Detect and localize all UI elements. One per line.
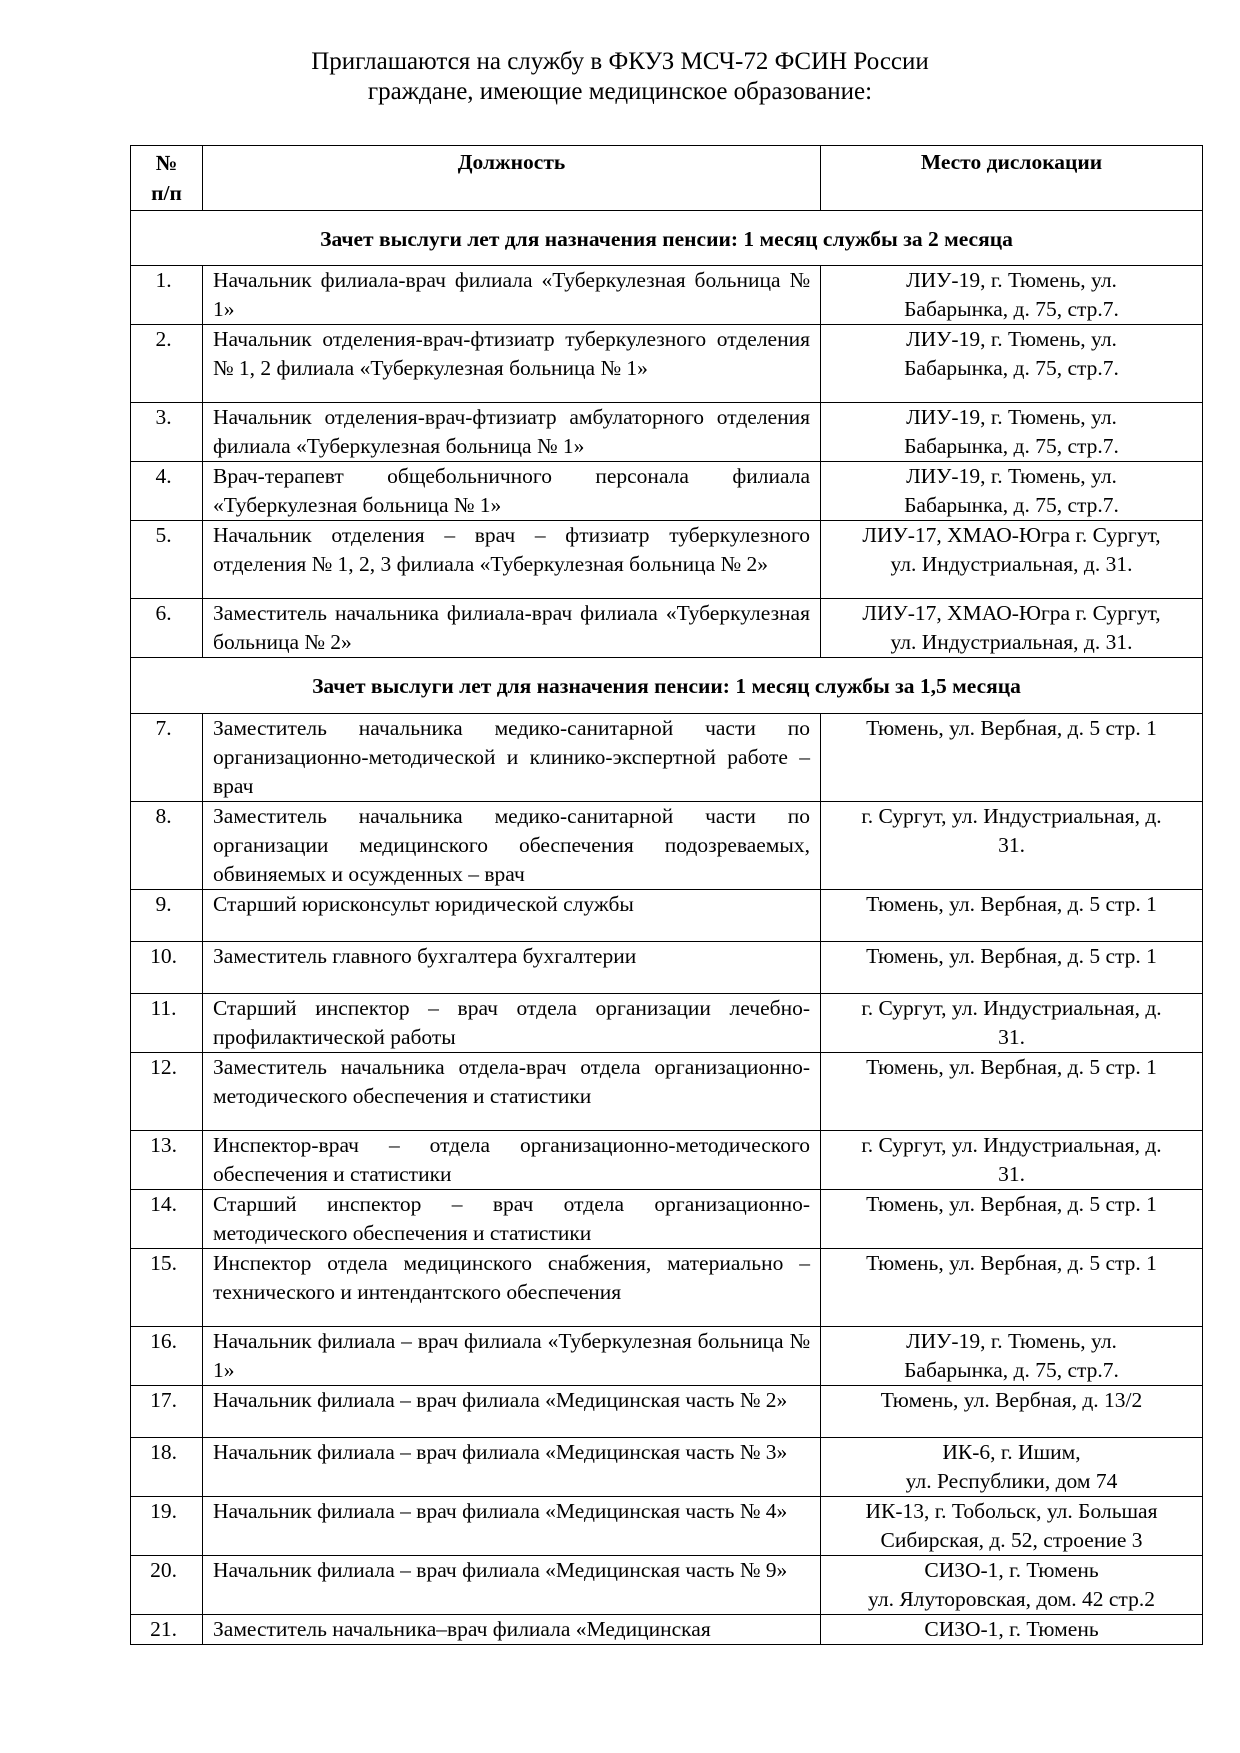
row-number: 2.	[131, 325, 203, 403]
table-row	[131, 1497, 1203, 1556]
row-position: Начальник филиала-врач филиала «Туберкулезная больница № 1»	[203, 266, 821, 325]
table-row	[131, 1556, 1203, 1615]
table-row	[131, 1438, 1203, 1497]
row-number: 19.	[131, 1497, 203, 1556]
location-line-2: ул. Республики, дом 74	[905, 1469, 1118, 1493]
title-line-2: граждане, имеющие медицинское образование:	[367, 78, 873, 105]
row-position: Заместитель начальника отдела-врач отдела организационно-методического обеспечения и статистики	[203, 1053, 821, 1131]
row-position: Начальник отделения – врач – фтизиатр туберкулезного отделения № 1, 2, 3 филиала «Туберкулезная больница № 2»	[203, 521, 821, 599]
location-line-2: 31.	[998, 1162, 1025, 1186]
table-row	[131, 462, 1203, 521]
location-line-2: Бабарынка, д. 75, стр.7.	[904, 493, 1119, 517]
location-line-1: ЛИУ-19, г. Тюмень, ул.	[906, 1329, 1117, 1353]
row-position: Начальник отделения-врач-фтизиатр туберкулезного отделения № 1, 2 филиала «Туберкулезная больница № 1»	[203, 325, 821, 403]
table-row	[131, 1249, 1203, 1327]
row-number: 21.	[131, 1615, 203, 1645]
section-row	[131, 211, 1203, 266]
row-number: 1.	[131, 266, 203, 325]
location-line-1: ЛИУ-17, ХМАО-Югра г. Сургут,	[862, 601, 1161, 625]
table-row	[131, 802, 1203, 890]
column-header-number-line2: п/п	[151, 181, 182, 205]
row-location	[821, 994, 1203, 1053]
location-line-1: Тюмень, ул. Вербная, д. 5 стр. 1	[866, 1251, 1157, 1275]
row-position: Начальник филиала – врач филиала «Медицинская часть № 4»	[203, 1497, 821, 1556]
row-number: 5.	[131, 521, 203, 599]
row-location	[821, 403, 1203, 462]
location-line-1: ЛИУ-19, г. Тюмень, ул.	[906, 405, 1117, 429]
row-location	[821, 521, 1203, 599]
location-line-2: Бабарынка, д. 75, стр.7.	[904, 297, 1119, 321]
row-number: 7.	[131, 714, 203, 802]
row-location	[821, 1497, 1203, 1556]
location-line-1: СИЗО-1, г. Тюмень	[924, 1558, 1099, 1582]
column-header-position: Должность	[203, 146, 821, 211]
location-line-2: Бабарынка, д. 75, стр.7.	[904, 1358, 1119, 1382]
row-location	[821, 1053, 1203, 1131]
row-location	[821, 1615, 1203, 1645]
location-line-1: Тюмень, ул. Вербная, д. 5 стр. 1	[866, 1192, 1157, 1216]
column-header-number-line1: №	[155, 151, 178, 175]
row-position: Начальник отделения-врач-фтизиатр амбулаторного отделения филиала «Туберкулезная больница № 1»	[203, 403, 821, 462]
section-row	[131, 658, 1203, 714]
row-position: Начальник филиала – врач филиала «Медицинская часть № 2»	[203, 1386, 821, 1438]
row-position: Начальник филиала – врач филиала «Туберкулезная больница № 1»	[203, 1327, 821, 1386]
row-position: Заместитель начальника филиала-врач филиала «Туберкулезная больница № 2»	[203, 599, 821, 658]
table-row	[131, 994, 1203, 1053]
location-line-1: Тюмень, ул. Вербная, д. 5 стр. 1	[866, 1055, 1157, 1079]
column-header-number	[131, 146, 203, 211]
row-position: Заместитель начальника медико-санитарной части по организации медицинского обеспечения подозреваемых, обвиняемых и осужденных – врач	[203, 802, 821, 890]
row-location	[821, 890, 1203, 942]
row-number: 4.	[131, 462, 203, 521]
row-position: Начальник филиала – врач филиала «Медицинская часть № 3»	[203, 1438, 821, 1497]
row-number: 17.	[131, 1386, 203, 1438]
location-line-1: Тюмень, ул. Вербная, д. 5 стр. 1	[866, 892, 1157, 916]
table-row	[131, 1190, 1203, 1249]
table-row	[131, 266, 1203, 325]
location-line-1: Тюмень, ул. Вербная, д. 5 стр. 1	[866, 944, 1157, 968]
table-row	[131, 1053, 1203, 1131]
table-row	[131, 890, 1203, 942]
row-number: 20.	[131, 1556, 203, 1615]
row-position: Старший инспектор – врач отдела организации лечебно-профилактической работы	[203, 994, 821, 1053]
table-row	[131, 1615, 1203, 1645]
row-number: 11.	[131, 994, 203, 1053]
page-title	[0, 47, 1240, 107]
location-line-2: 31.	[998, 1025, 1025, 1049]
row-position: Старший юрисконсульт юридической службы	[203, 890, 821, 942]
row-location	[821, 1386, 1203, 1438]
section-title: Зачет выслуги лет для назначения пенсии: 1 месяц службы за 1,5 месяца	[131, 658, 1203, 714]
row-number: 15.	[131, 1249, 203, 1327]
location-line-2: ул. Индустриальная, д. 31.	[890, 630, 1133, 654]
location-line-1: г. Сургут, ул. Индустриальная, д.	[861, 1133, 1162, 1157]
row-number: 13.	[131, 1131, 203, 1190]
section-title: Зачет выслуги лет для назначения пенсии: 1 месяц службы за 2 месяца	[131, 211, 1203, 266]
location-line-1: г. Сургут, ул. Индустриальная, д.	[861, 996, 1162, 1020]
row-location	[821, 1131, 1203, 1190]
row-location	[821, 1438, 1203, 1497]
location-line-1: Тюмень, ул. Вербная, д. 5 стр. 1	[866, 716, 1157, 740]
location-line-1: СИЗО-1, г. Тюмень	[924, 1617, 1099, 1641]
row-location	[821, 1249, 1203, 1327]
row-number: 12.	[131, 1053, 203, 1131]
table-row	[131, 521, 1203, 599]
row-location	[821, 266, 1203, 325]
row-location	[821, 325, 1203, 403]
table-body	[131, 211, 1203, 1645]
column-header-location: Место дислокации	[821, 146, 1203, 211]
row-position: Начальник филиала – врач филиала «Медицинская часть № 9»	[203, 1556, 821, 1615]
table-row	[131, 403, 1203, 462]
table-row	[131, 1327, 1203, 1386]
table-row	[131, 1131, 1203, 1190]
location-line-1: ИК-13, г. Тобольск, ул. Большая	[865, 1499, 1158, 1523]
row-position: Инспектор отдела медицинского снабжения, материально – технического и интендантского обеспечения	[203, 1249, 821, 1327]
location-line-2: ул. Ялуторовская, дом. 42 стр.2	[868, 1587, 1155, 1611]
row-number: 9.	[131, 890, 203, 942]
row-number: 14.	[131, 1190, 203, 1249]
row-number: 3.	[131, 403, 203, 462]
row-location	[821, 1327, 1203, 1386]
row-location	[821, 802, 1203, 890]
location-line-1: г. Сургут, ул. Индустриальная, д.	[861, 804, 1162, 828]
row-number: 6.	[131, 599, 203, 658]
vacancies-table	[130, 145, 1203, 1645]
table-row	[131, 1386, 1203, 1438]
location-line-2: 31.	[998, 833, 1025, 857]
location-line-2: ул. Индустриальная, д. 31.	[890, 552, 1133, 576]
row-position: Заместитель главного бухгалтера бухгалтерии	[203, 942, 821, 994]
row-position: Инспектор-врач – отдела организационно-методического обеспечения и статистики	[203, 1131, 821, 1190]
title-line-1: Приглашаются на службу в ФКУЗ МСЧ-72 ФСИН России	[311, 48, 929, 75]
row-location	[821, 1190, 1203, 1249]
row-position: Заместитель начальника–врач филиала «Медицинская	[203, 1615, 821, 1645]
table-row	[131, 714, 1203, 802]
row-number: 16.	[131, 1327, 203, 1386]
row-number: 8.	[131, 802, 203, 890]
location-line-1: ЛИУ-17, ХМАО-Югра г. Сургут,	[862, 523, 1161, 547]
table-row	[131, 325, 1203, 403]
location-line-2: Бабарынка, д. 75, стр.7.	[904, 356, 1119, 380]
location-line-2: Бабарынка, д. 75, стр.7.	[904, 434, 1119, 458]
location-line-1: ЛИУ-19, г. Тюмень, ул.	[906, 268, 1117, 292]
row-position: Старший инспектор – врач отдела организационно-методического обеспечения и статистики	[203, 1190, 821, 1249]
location-line-1: ИК-6, г. Ишим,	[942, 1440, 1081, 1464]
row-location	[821, 942, 1203, 994]
table-row	[131, 599, 1203, 658]
table-header-row	[131, 146, 1203, 211]
row-location	[821, 462, 1203, 521]
row-position: Заместитель начальника медико-санитарной части по организационно-методической и клинико-экспертной работе – врач	[203, 714, 821, 802]
row-location	[821, 1556, 1203, 1615]
location-line-1: ЛИУ-19, г. Тюмень, ул.	[906, 464, 1117, 488]
row-number: 10.	[131, 942, 203, 994]
location-line-1: ЛИУ-19, г. Тюмень, ул.	[906, 327, 1117, 351]
row-number: 18.	[131, 1438, 203, 1497]
row-position: Врач-терапевт общебольничного персонала филиала «Туберкулезная больница № 1»	[203, 462, 821, 521]
location-line-1: Тюмень, ул. Вербная, д. 13/2	[880, 1388, 1143, 1412]
row-location	[821, 714, 1203, 802]
location-line-2: Сибирская, д. 52, строение 3	[880, 1528, 1143, 1552]
table-row	[131, 942, 1203, 994]
row-location	[821, 599, 1203, 658]
